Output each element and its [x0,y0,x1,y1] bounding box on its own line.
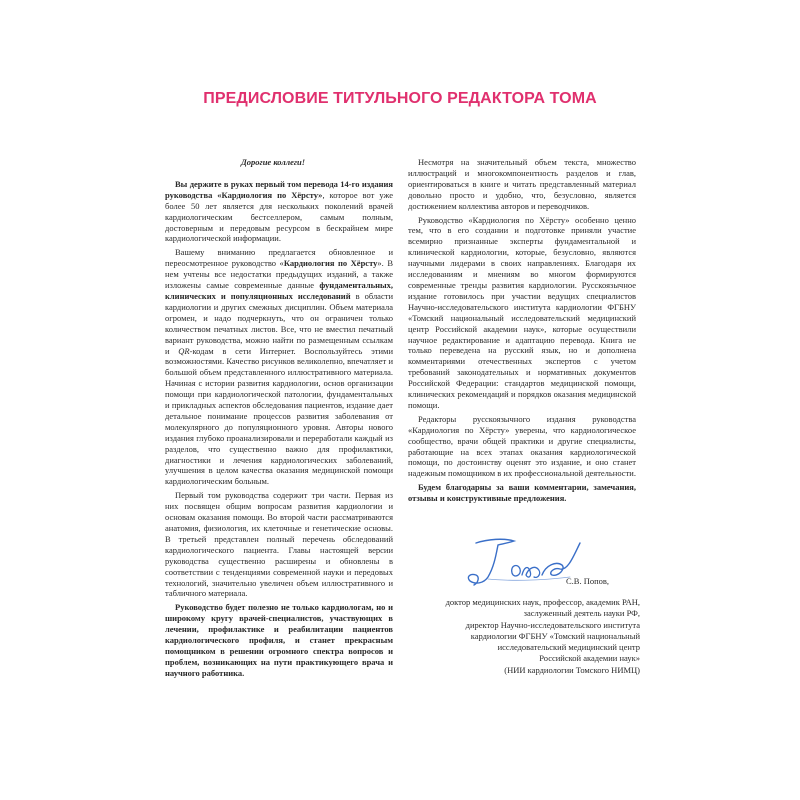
text-run: ». В нем учтены все недостатки предыдущих изданий, а также изложены самые современные данные [165,258,393,291]
credential-line: заслуженный деятель науки РФ, [523,608,640,619]
credential-line: директор Научно-исследовательского института [465,619,640,630]
credential-line: исследовательский медицинский центр [497,642,640,653]
bold-phrase: Вы держите в руках первый том перевода 14-го издания руководства «Кардиология по Хёрсту» [165,178,393,200]
left-column [165,157,393,682]
credential-line: (НИИ кардиологии Томского НИМЦ) [504,664,640,675]
text-run: -кодам в сети Интернет. Воспользуйтесь этими возможностями. Качество рисунков великолепно, впечатляет и большой объем представленного иллюстративного материала. Начиная с истории развития кардиологии, основ организации помощи при кардиологической патологии, фундаментальных и прикладных аспектов обследования пациентов, издание дает детальное понимание процессов развития заболевания от молекулярного до популяционного уровня. Авторы нового издания глубоко проанализировали и переработали каждый из разделов, что существенно важно для профилактики, диагностики и лечения кардиологических заболеваний, улучшения в целом качества оказания медицинской помощи кардиологическим больным. [165,345,393,487]
right-paragraph-3: Редакторы русскоязычного издания руководства «Кардиология по Хёрсту» уверены, что кардиологическое сообщество, врачи общей практики и другие специалисты, работающие на всех этапах оказания кардиологической помощи, по достоинству оценят это издание, и оно станет надежным помощником в их профессиональной деятельности. [408,413,636,479]
left-paragraph-2 [165,247,393,487]
bold-phrase: фундаментальных, клинических и популяционных исследований [165,280,393,301]
credential-line: кардиологии ФГБНУ «Томский национальный [470,630,640,641]
right-column [408,157,636,507]
signature-block [408,535,636,595]
text-run: в области кардиологии и других смежных дисциплин. Объем материала огромен, и надо подчеркнуть, что он ограничен только количеством печатных листов. Все, что не вместил печатный вариант руководства, можно найти по размещенным ссылкам и [165,290,393,356]
right-paragraph-1: Несмотря на значительный объем текста, множество иллюстраций и многокомпонентность разделов и глав, ориентироваться в книге и читать представленный материал довольно просто и удобно, что, безусловно, является достижением коллектива авторов и переводчиков. [408,157,636,211]
left-paragraph-4: Руководство будет полезно не только кардиологам, но и широкому кругу врачей-специалистов, участвующих в лечении, профилактике и реабилитации пациентов кардиологического профиля, и станет прекрасным помощником в решении огромного спектра вопросов и проблем, возникающих на пути практикующего врача и научного работника. [165,602,393,678]
left-paragraph-1 [165,179,393,244]
page-title: ПРЕДИСЛОВИЕ ТИТУЛЬНОГО РЕДАКТОРА ТОМА [203,90,597,107]
credential-line: доктор медицинских наук, профессор, академик РАН, [445,597,640,607]
left-paragraph-3: Первый том руководства содержит три части. Первая из них посвящен общим вопросам развития кардиологии и основам оказания помощи. Во второй части рассматриваются анатомия, физиология, их клеточные и генетические основы. В третьей представлен полный перечень обследований кардиологического пациента. Главы настоящей версии руководства существенно расширены и обновлены в соответствии с тенденциями современной науки и передовых технологий, значительно увеличен объем иллюстративного и табличного материала. [165,490,393,599]
signer-name: С.В. Попов, [566,576,610,586]
right-paragraph-4: Будем благодарны за ваши комментарии, замечания, отзывы и конструктивные предложения. [408,482,636,504]
text-run: , которое вот уже более 50 лет является для нескольких поколений врачей кардиологическим бестселлером, самым полным, достоверным и передовым ресурсом в бескрайнем мире кардиологической информации. [165,189,394,244]
credential-line: Российской академии наук» [539,653,640,664]
bold-phrase: Кардиология по Хёрсту [283,258,378,269]
signer-credentials [430,597,640,676]
text-run: Вашему вниманию предлагается обновленное и переосмотренное руководство « [165,247,393,269]
italic-phrase: QR [178,345,190,356]
right-paragraph-2: Руководство «Кардиология по Хёрсту» особенно ценно тем, что в его создании и подготовке приняли участие всемирно признанные эксперты фундаментальной и клинической кардиологии, которые, безусловно, являются научными лидерами в своих направлениях. Благодаря их исследованиям и мнениям во многом формируются современные тренды развития кардиологии. Русскоязычное издание готовилось при участии ведущих специалистов Научно-исследовательского института кардиологии ФГБНУ «Томский национальный исследовательский медицинский центр Российской академии наук», которые осуществили научное редактирование и адаптацию перевода. Книга не только переведена на русский язык, но и дополнена комментариями отечественных экспертов с учетом требований законодательных и нормативных документов Российской Федерации: стандартов медицинской помощи, клинических рекомендаций и порядков оказания медицинской помощи. [408,214,636,410]
greeting: Дорогие коллеги! [241,157,306,167]
